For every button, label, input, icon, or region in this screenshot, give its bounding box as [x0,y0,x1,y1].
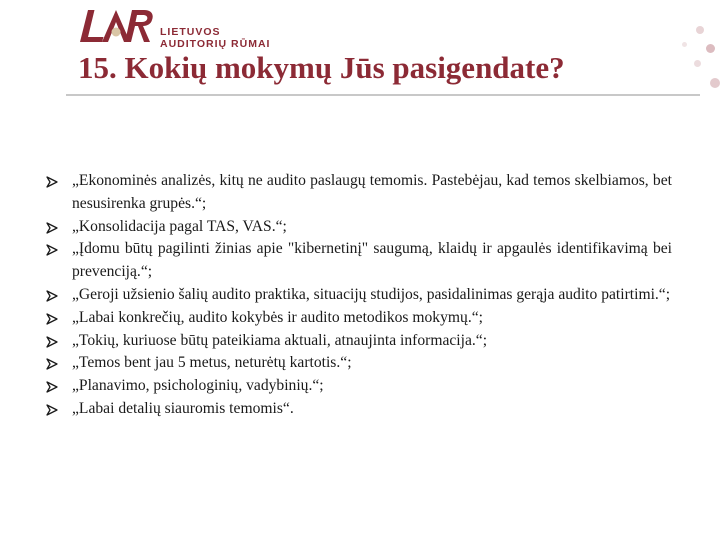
list-item [46,330,672,353]
list-item [46,170,672,216]
list-item-text: „Labai konkrečių, audito kokybės ir audito metodikos mokymų.“; [72,308,483,326]
arrow-bullet-icon [46,176,58,188]
decorative-dots [650,20,720,100]
arrow-bullet-icon [46,381,58,393]
arrow-bullet-icon [46,404,58,416]
arrow-bullet-icon [46,222,58,234]
list-item [46,216,672,239]
page-title: 15. Kokių mokymų Jūs pasigendate? [78,50,565,85]
list-item-text: „Konsolidacija pagal TAS, VAS.“; [72,217,287,235]
answers-list [46,170,672,421]
arrow-bullet-icon [46,290,58,302]
list-item-text: „Geroji užsienio šalių audito praktika, situacijų studijos, pasidalinimas gerąja audito patirtimi.“; [72,285,671,303]
list-item [46,307,672,330]
list-item-text: „Ekonominės analizės, kitų ne audito paslaugų temomis. Pastebėjau, kad temos skelbiamos, bet nesusirenka grupės.“; [72,172,672,212]
list-item [46,352,672,375]
list-item [46,398,672,421]
lar-logo-mark-icon [74,2,160,52]
list-item-text: „Įdomu būtų pagilinti žinias apie "kibernetinį" saugumą, klaidų ir apgaulės identifikavimą bei prevenciją.“; [72,240,672,281]
list-item [46,238,672,284]
list-item [46,375,672,398]
list-item-text: „Tokių, kuriuose būtų pateikiama aktuali, atnaujinta informacija.“; [72,331,488,349]
list-item-text: „Planavimo, psichologinių, vadybinių.“; [72,377,324,395]
lar-logo [74,2,274,52]
list-item-text: „Labai detalių siauromis temomis“. [72,399,294,417]
arrow-bullet-icon [46,313,58,325]
arrow-bullet-icon [46,336,58,348]
title-divider [66,94,700,96]
logo-text-line1: LIETUVOS [160,26,221,38]
logo-text-line2: AUDITORIŲ RŪMAI [160,38,271,50]
list-item [46,284,672,307]
arrow-bullet-icon [46,244,58,256]
arrow-bullet-icon [46,358,58,370]
list-item-text: „Temos bent jau 5 metus, neturėtų kartotis.“; [72,354,352,372]
